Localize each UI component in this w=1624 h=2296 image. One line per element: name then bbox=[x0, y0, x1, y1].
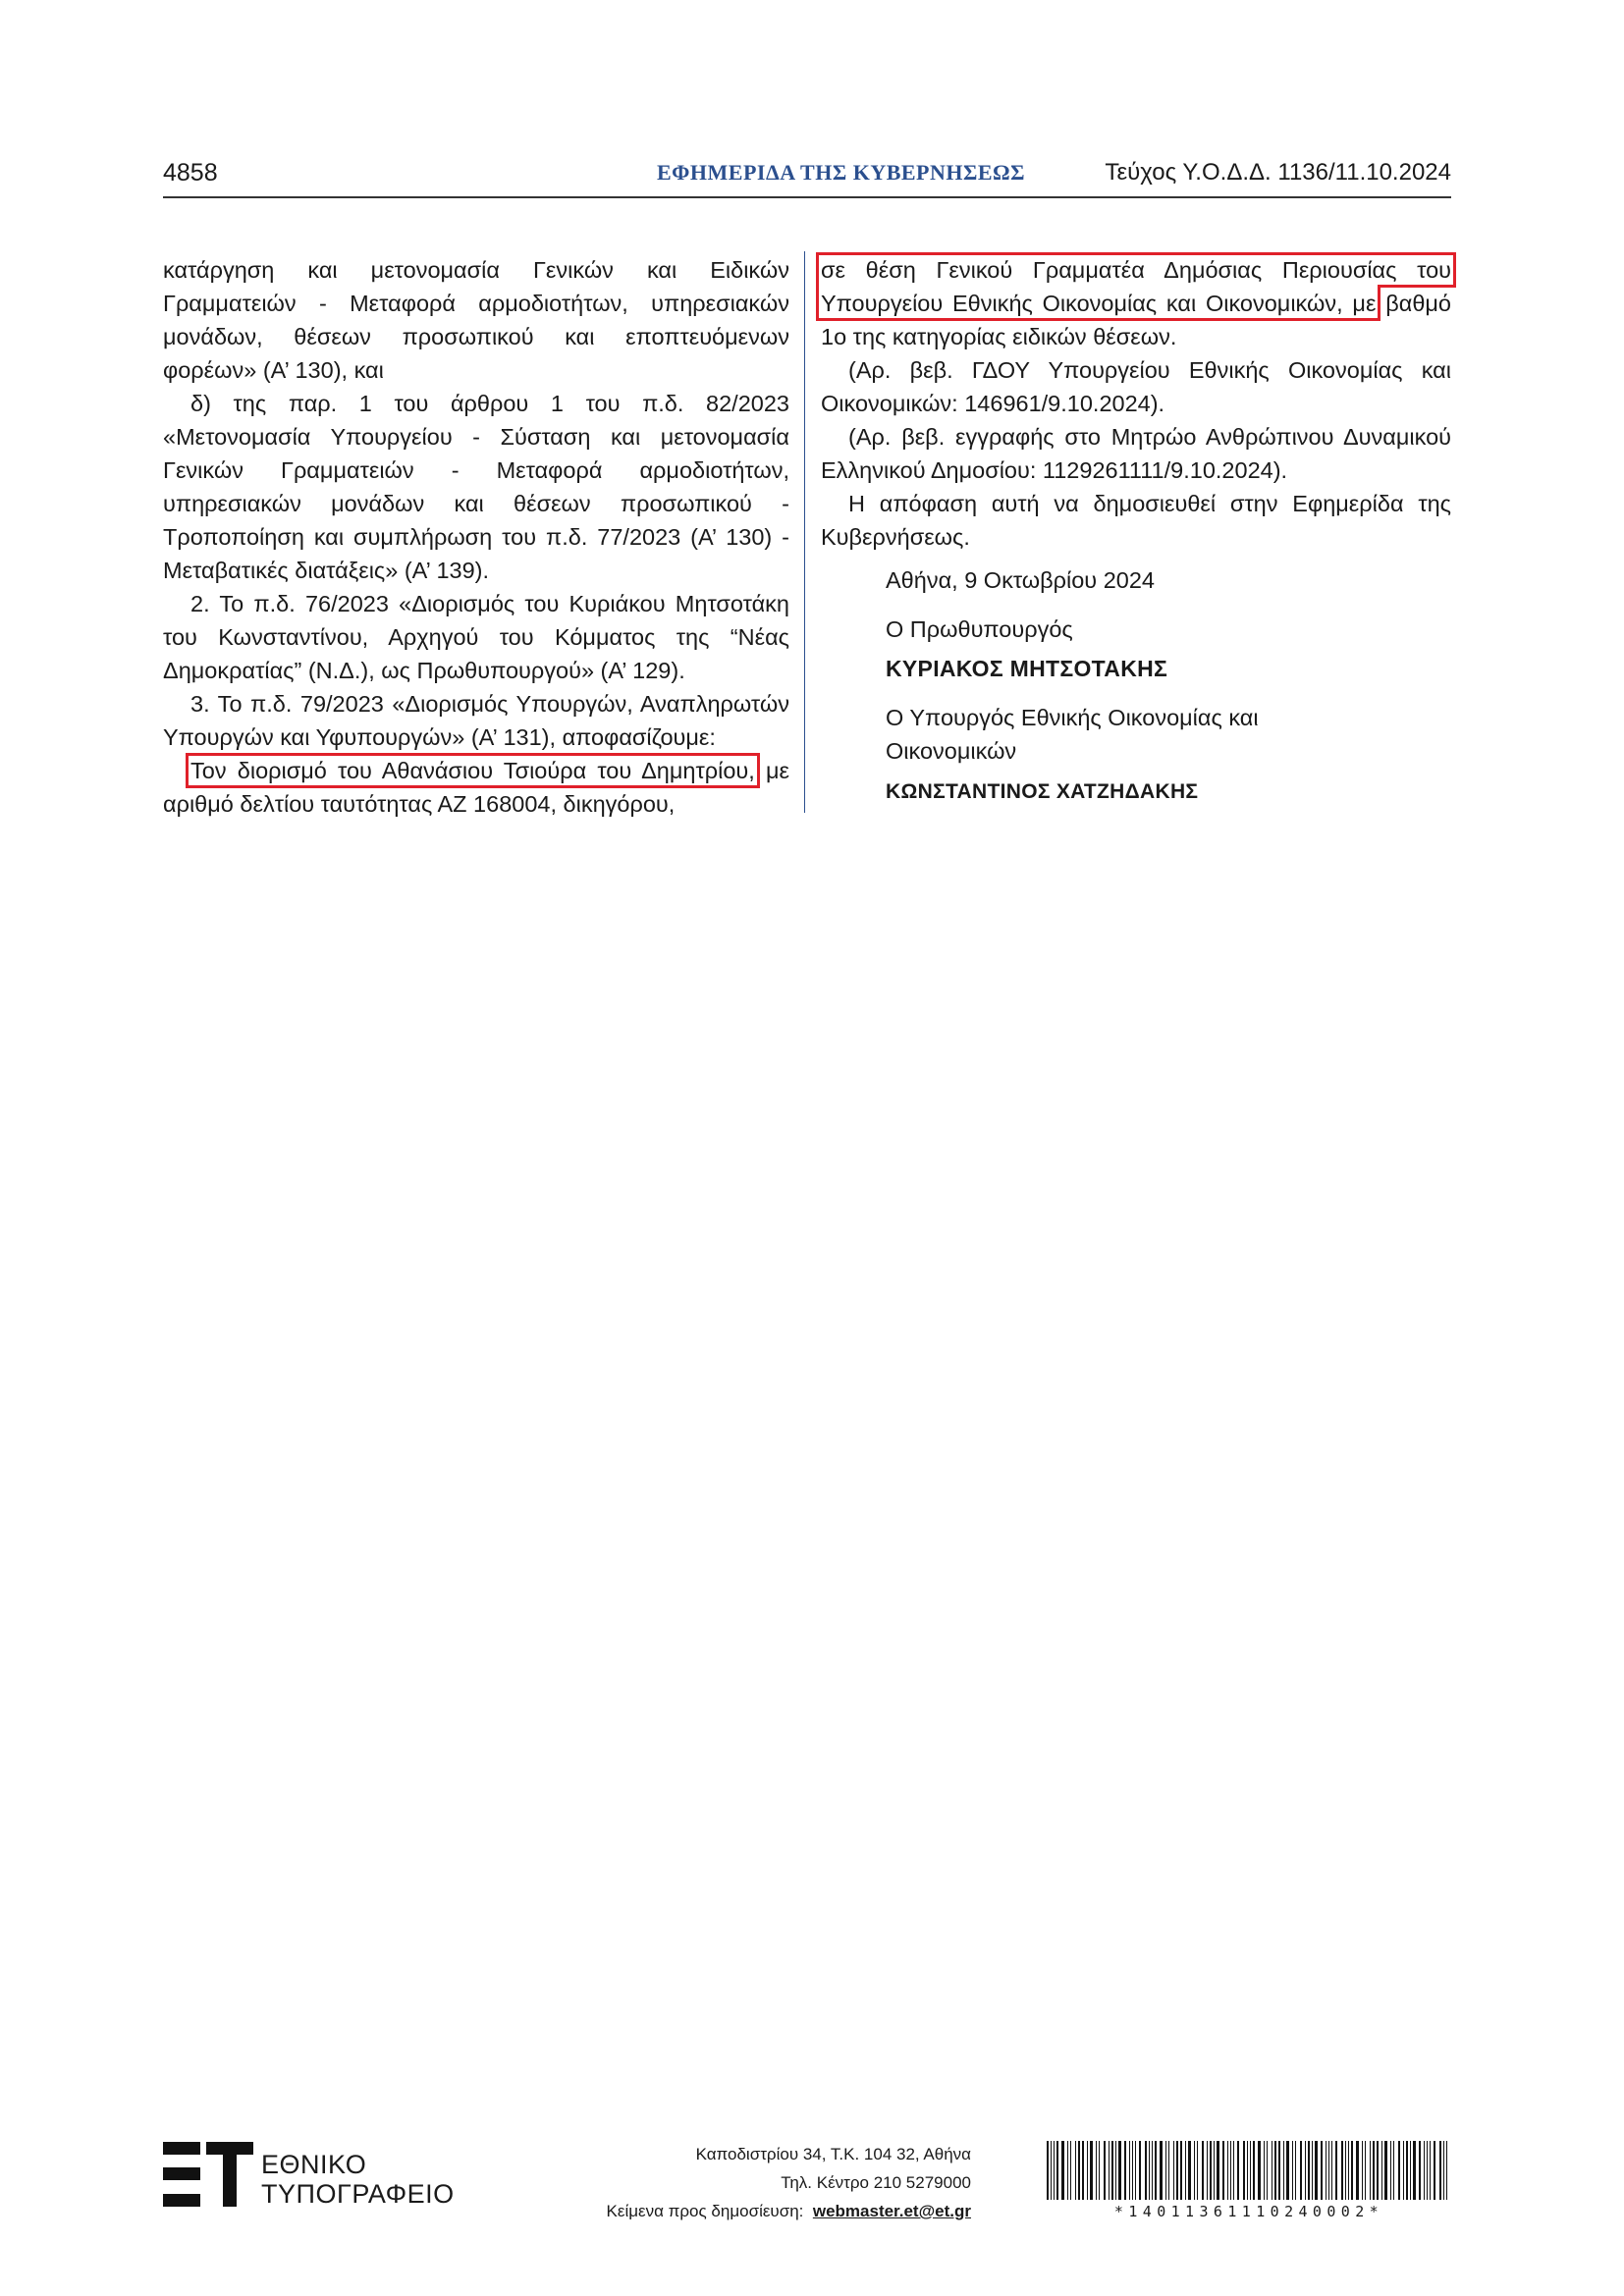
column-divider bbox=[804, 251, 805, 813]
logo-line: ΕΘΝΙΚΟ bbox=[261, 2150, 367, 2179]
email-link[interactable]: webmaster.et@et.gr bbox=[812, 2202, 971, 2220]
paragraph: 2. Το π.δ. 76/2023 «Διορισμός του Κυριάκου Μητσοτάκη του Κωνσταντίνου, Αρχηγού του Κόμματος της “Νέας Δημοκρατίας” (Ν.Δ.), ως Πρωθυπουργού» (Α’ 129). bbox=[163, 591, 789, 683]
phone: Τηλ. Κέντρο 210 5279000 bbox=[781, 2173, 971, 2192]
barcode bbox=[1047, 2141, 1451, 2200]
publisher-logo bbox=[163, 2142, 458, 2211]
submission-contact bbox=[607, 2197, 971, 2225]
header-rule bbox=[163, 196, 1451, 198]
signatory-name: ΚΥΡΙΑΚΟΣ ΜΗΤΣΟΤΑΚΗΣ bbox=[886, 656, 1168, 681]
page-number: 4858 bbox=[163, 159, 218, 187]
right-column bbox=[821, 253, 1451, 554]
signature-date: Αθήνα, 9 Οκτωβρίου 2024 bbox=[886, 567, 1155, 593]
submit-label: Κείμενα προς δημοσίευση: bbox=[606, 2202, 804, 2220]
footer-contact bbox=[607, 2140, 971, 2225]
signatory-role: Ο Πρωθυπουργός bbox=[886, 616, 1073, 642]
left-column bbox=[163, 253, 789, 821]
address: Καποδιστρίου 34, Τ.Κ. 104 32, Αθήνα bbox=[695, 2145, 971, 2163]
highlighted-text: σε θέση Γενικού Γραμματέα Δημόσιας Περιουσίας του Υπουργείου Εθνικής Οικονομίας και Οικονομικών, με bbox=[821, 257, 1451, 316]
issue-reference: Τεύχος Υ.Ο.Δ.Δ. 1136/11.10.2024 bbox=[1105, 159, 1451, 186]
paragraph-text: με αριθμό δελτίου ταυτότητας ΑΖ 168004, δικηγόρου, bbox=[163, 758, 789, 817]
logo-text bbox=[261, 2150, 455, 2209]
barcode-text: *14011361110240002* bbox=[1113, 2203, 1384, 2220]
gazette-title: ΕΦΗΜΕΡΙΔΑ ΤΗΣ ΚΥΒΕΡΝΗΣΕΩΣ bbox=[657, 160, 1026, 185]
paragraph bbox=[163, 754, 789, 821]
signatory-name: ΚΩΝΣΤΑΝΤΙΝΟΣ ΧΑΤΖΗΔΑΚΗΣ bbox=[886, 780, 1199, 803]
paragraph bbox=[821, 253, 1451, 353]
paragraph: Η απόφαση αυτή να δημοσιευθεί στην Εφημερίδα της Κυβερνήσεως. bbox=[821, 491, 1451, 550]
logo-line: ΤΥΠΟΓΡΑΦΕΙΟ bbox=[261, 2179, 455, 2209]
paragraph: 3. Το π.δ. 79/2023 «Διορισμός Υπουργών, Αναπληρωτών Υπουργών και Υφυπουργών» (Α’ 131), αποφασίζουμε: bbox=[163, 691, 789, 750]
paragraph: (Αρ. βεβ. ΓΔΟΥ Υπουργείου Εθνικής Οικονομίας και Οικονομικών: 146961/9.10.2024). bbox=[821, 357, 1451, 416]
paragraph: δ) της παρ. 1 του άρθρου 1 του π.δ. 82/2023 «Μετονομασία Υπουργείου - Σύσταση και μετονομασία Γενικών Γραμματειών - Μεταφορά αρμοδιοτήτων, υπηρεσιακών μονάδων και θέσεων προσωπικού - Τροποποίηση και συμπλήρωση του π.δ. 77/2023 (Α’ 130) - Μεταβατικές διατάξεις» (Α’ 139). bbox=[163, 391, 789, 583]
et-logo-icon bbox=[163, 2142, 253, 2207]
highlighted-text: Τον διορισμό του Αθανάσιου Τσιούρα του Δημητρίου, bbox=[190, 758, 755, 783]
paragraph: (Αρ. βεβ. εγγραφής στο Μητρώο Ανθρώπινου Δυναμικού Ελληνικού Δημοσίου: 1129261111/9.10.2024). bbox=[821, 424, 1451, 483]
paragraph-text: βαθμό 1ο της κατηγορίας ειδικών θέσεων. bbox=[821, 291, 1452, 349]
paragraph: κατάργηση και μετονομασία Γενικών και Ειδικών Γραμματειών - Μεταφορά αρμοδιοτήτων, υπηρεσιακών μονάδων, θέσεων προσωπικού και εποπτευόμενων φορέων» (Α’ 130), και bbox=[163, 257, 789, 383]
page-header bbox=[163, 159, 1451, 198]
signatory-role: Ο Υπουργός Εθνικής Οικονομίας και Οικονομικών bbox=[886, 705, 1259, 764]
